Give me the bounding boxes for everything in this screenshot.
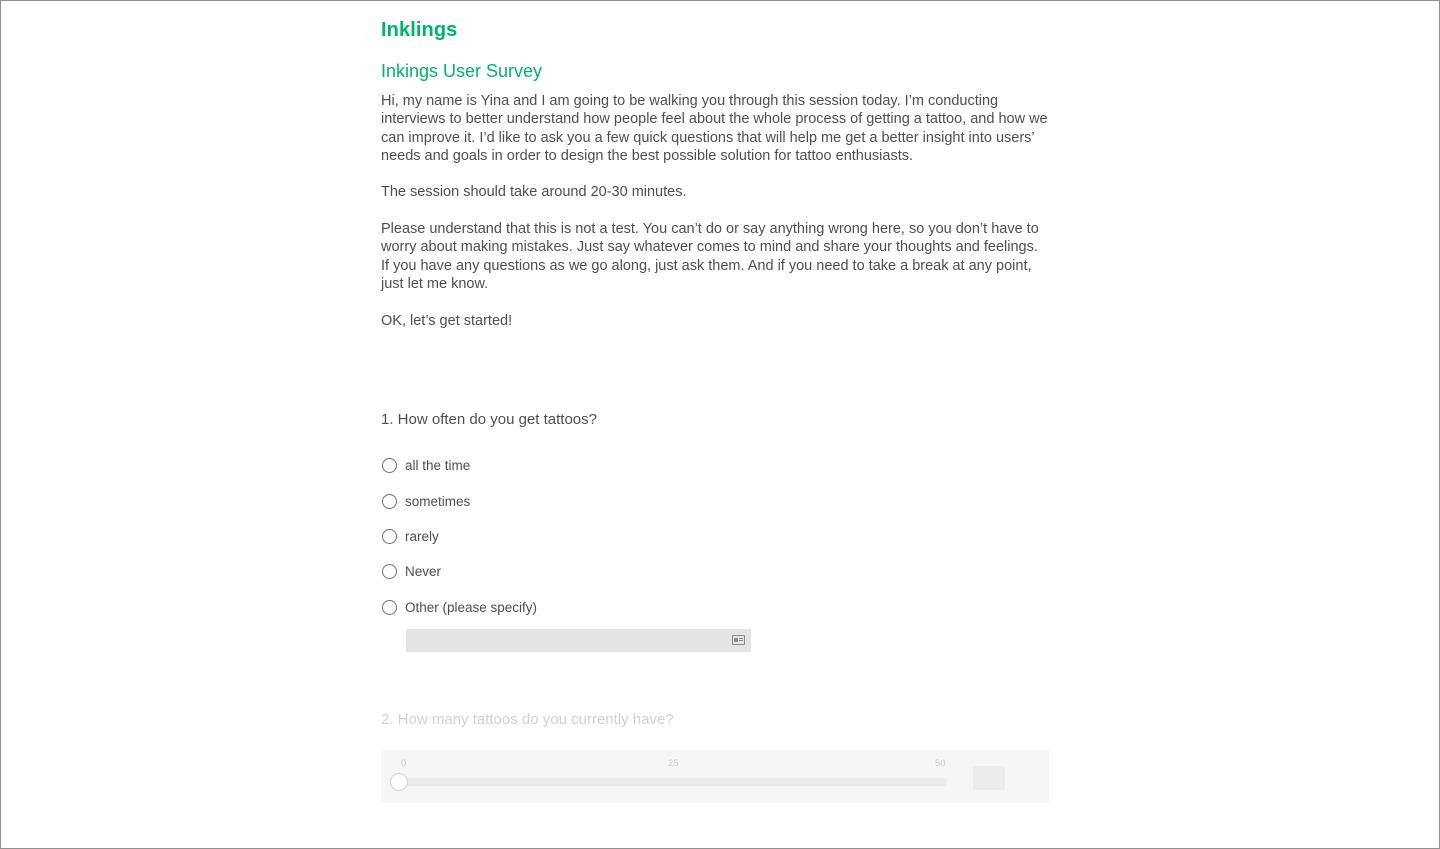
option-label: sometimes xyxy=(405,493,471,509)
intro-paragraph: Please understand that this is not a test. You can’t do or say anything wrong here, so you don’t have to worry about making mistakes. Just say whatever comes to mind and share your thoughts and feelings. If you have any questions as we go along, just ask them. And if you need to take a break at any point, just let me know. xyxy=(381,221,1039,292)
option-label: all the time xyxy=(405,457,471,473)
survey-intro xyxy=(381,92,1049,348)
slider-min-label: 0 xyxy=(401,758,407,769)
slider-mid-label: 25 xyxy=(668,758,679,769)
page-title: Inkings User Survey xyxy=(381,61,543,81)
option-other[interactable] xyxy=(381,597,537,617)
radio-button[interactable] xyxy=(382,600,397,615)
slider-handle[interactable] xyxy=(390,773,408,791)
radio-button[interactable] xyxy=(382,564,397,579)
slider-track[interactable] xyxy=(399,778,947,786)
intro-paragraph: OK, let’s get started! xyxy=(381,312,513,329)
question-1-title: 1. How often do you get tattoos? xyxy=(381,411,597,428)
question-2-title: 2. How many tattoos do you currently have? xyxy=(381,711,674,728)
slider-value-box[interactable] xyxy=(973,766,1005,790)
radio-button[interactable] xyxy=(382,529,397,544)
intro-paragraph: The session should take around 20-30 minutes. xyxy=(381,184,687,201)
option-label: Other (please specify) xyxy=(405,599,538,615)
tattoo-count-slider xyxy=(381,750,1049,803)
option-all-the-time[interactable] xyxy=(381,455,470,475)
brand-logo: Inklings xyxy=(381,19,458,41)
radio-button[interactable] xyxy=(382,494,397,509)
keyboard-icon xyxy=(732,635,745,645)
intro-paragraph: Hi, my name is Yina and I am going to be walking you through this session today. I’m conducting interviews to better understand how people feel about the whole process of getting a tattoo, and how we can improve it. I’d like to ask you a few quick questions that will help me get a better insight into users’ needs and goals in order to design the best possible solution for tattoo enthusiasts. xyxy=(381,93,1048,164)
option-label: rarely xyxy=(405,528,439,544)
option-rarely[interactable] xyxy=(381,526,439,546)
option-sometimes[interactable] xyxy=(381,491,470,511)
radio-button[interactable] xyxy=(382,458,397,473)
option-never[interactable] xyxy=(381,561,441,581)
other-specify-input[interactable] xyxy=(406,629,751,652)
option-label: Never xyxy=(405,563,442,579)
slider-max-label: 50 xyxy=(935,758,946,769)
